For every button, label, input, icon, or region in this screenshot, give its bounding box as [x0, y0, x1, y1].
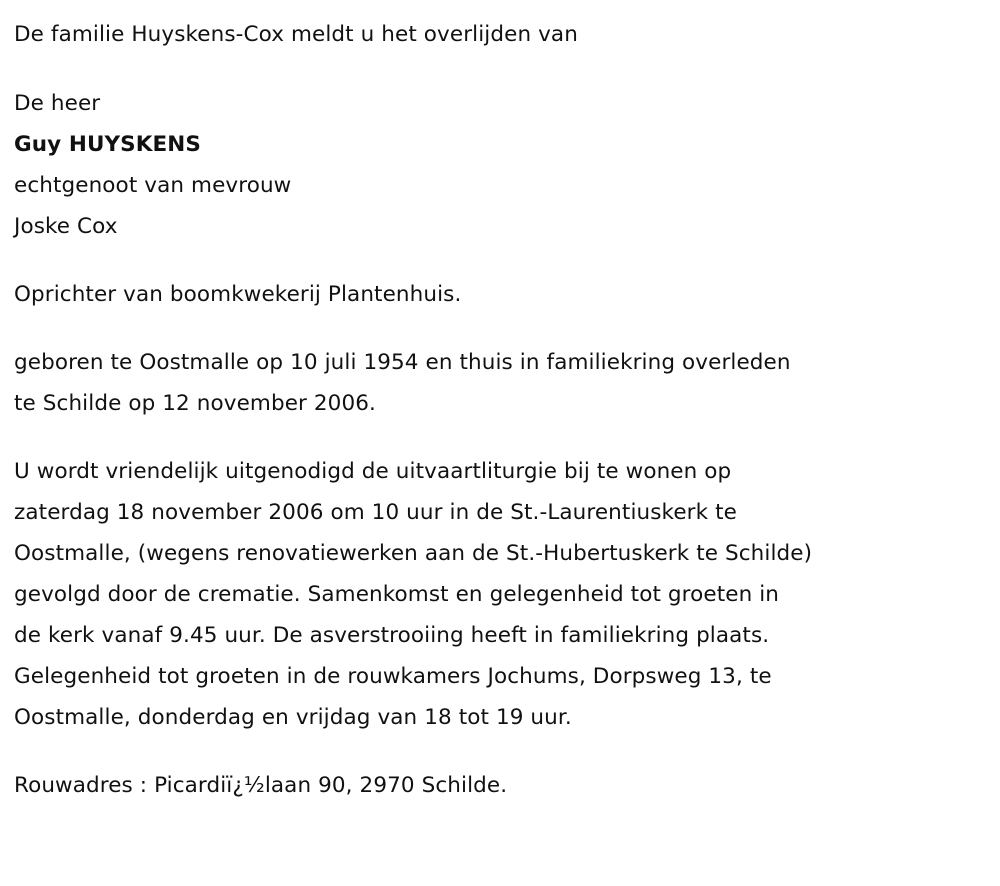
birth-death-line-2: te Schilde op 12 november 2006. [14, 391, 376, 416]
service-line-5: de kerk vanaf 9.45 uur. De asverstrooiing heeft in familiekring plaats. [14, 623, 770, 648]
spacer [14, 247, 984, 274]
service-details-block [14, 451, 984, 738]
announcement-block [14, 14, 984, 55]
mourning-address-block [14, 765, 984, 806]
birth-death-block [14, 342, 984, 424]
service-line-1: U wordt vriendelijk uitgenodigd de uitvaartliturgie bij te wonen op [14, 459, 732, 484]
mourning-address-line: Rouwadres : Picardiï¿½laan 90, 2970 Schilde. [14, 773, 508, 798]
spacer [14, 424, 984, 451]
deceased-block [14, 83, 984, 247]
spouse-name: Joske Cox [14, 214, 118, 239]
service-line-6: Gelegenheid tot groeten in de rouwkamers Jochums, Dorpsweg 13, te [14, 664, 772, 689]
spouse-relation-line: echtgenoot van mevrouw [14, 173, 292, 198]
occupation-line: Oprichter van boomkwekerij Plantenhuis. [14, 282, 462, 307]
service-line-4: gevolgd door de crematie. Samenkomst en gelegenheid tot groeten in [14, 582, 780, 607]
spacer [14, 738, 984, 765]
occupation-block [14, 274, 984, 315]
spacer [14, 55, 984, 83]
deceased-name: Guy HUYSKENS [14, 132, 201, 157]
salutation-line: De heer [14, 91, 101, 116]
service-line-3: Oostmalle, (wegens renovatiewerken aan de St.-Hubertuskerk te Schilde) [14, 541, 813, 566]
birth-death-line-1: geboren te Oostmalle op 10 juli 1954 en thuis in familiekring overleden [14, 350, 791, 375]
announcement-line: De familie Huyskens-Cox meldt u het overlijden van [14, 22, 578, 47]
service-line-7: Oostmalle, donderdag en vrijdag van 18 tot 19 uur. [14, 705, 572, 730]
service-line-2: zaterdag 18 november 2006 om 10 uur in de St.-Laurentiuskerk te [14, 500, 737, 525]
spacer [14, 315, 984, 342]
